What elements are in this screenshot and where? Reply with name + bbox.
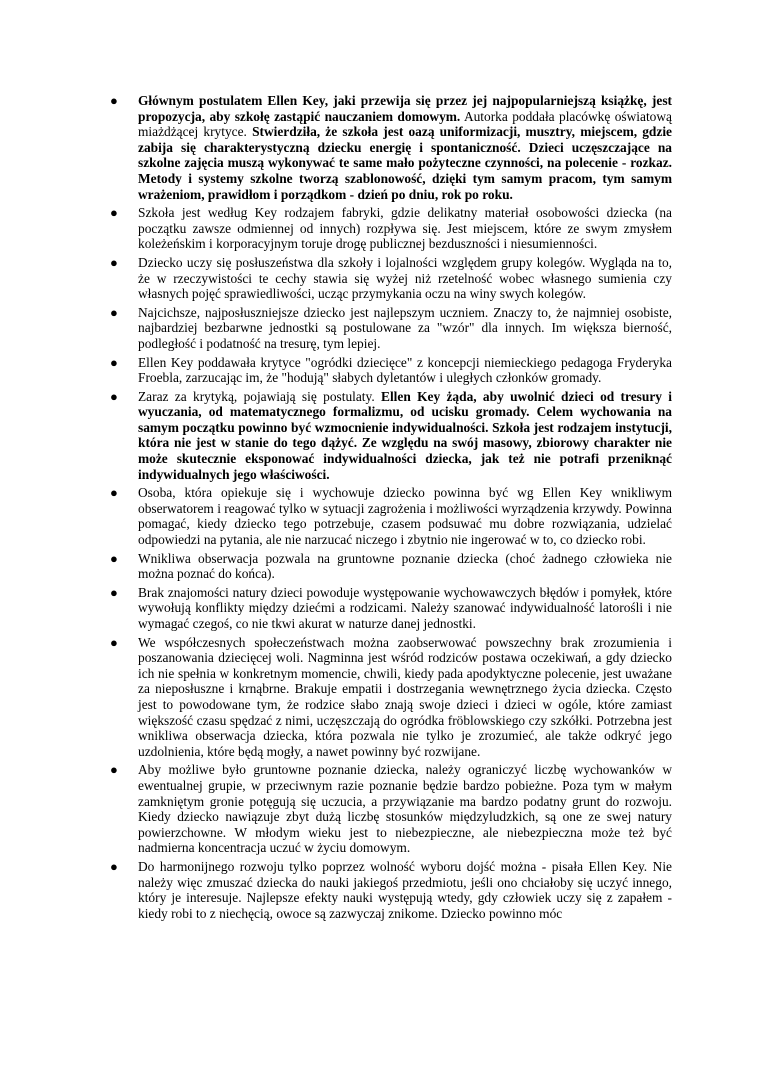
body-text: Wnikliwa obserwacja pozwala na gruntowne poznanie dziecka (choć żadnego człowieka nie można poznać do końca). xyxy=(138,550,672,582)
body-text: Zaraz za krytyką, pojawiają się postulaty. xyxy=(138,388,382,404)
bullet-dot-icon: ● xyxy=(110,93,118,108)
bold-text: Ellen Key żąda, aby uwolnić dzieci od tresury i wyuczania, od matematycznego formalizmu, od ucisku gromady. Celem wychowania na samym początku powinno być wzmocnienie indywidualności. Szkoła jest rodzajem instytucji, która nie jest w stanie do tego dążyć. Ze względu na swój masowy, zbiorowy charakter nie może skutecznie eksponować indywidualności dziecka, jak też nie potrafi przeniknąć indywidualnych jego właściwości. xyxy=(138,388,672,482)
bullet-dot-icon: ● xyxy=(110,388,118,404)
bullet-item xyxy=(108,762,672,856)
bullet-dot-icon: ● xyxy=(110,205,118,221)
bullet-dot-icon: ● xyxy=(110,550,118,566)
bullet-item xyxy=(108,255,672,302)
bullet-item xyxy=(108,305,672,352)
bullet-item xyxy=(108,93,672,202)
body-text: Do harmonijnego rozwoju tylko poprzez wolność wyboru dojść można - pisała Ellen Key. Nie należy więc zmuszać dziecka do nauki jakiegoś przedmiotu, jeśli ono chciałoby się uczyć innego, który je interesuje. Najlepsze efekty nauki występują wtedy, gdy człowiek uczy się z zapałem - kiedy robi to z niechęcią, owoce są zazwyczaj znikome. Dziecko powinno móc xyxy=(138,858,672,921)
body-text: Szkoła jest według Key rodzajem fabryki, gdzie delikatny materiał osobowości dziecka (na początku zawsze odmiennej od innych) rozpływa się. Jest miejscem, które ze swym zmysłem koleżeńskim i korporacyjnym toruje drogę publicznej bezduszności i niesumienności. xyxy=(138,205,672,252)
body-text: Dziecko uczy się posłuszeństwa dla szkoły i lojalności względem grupy kolegów. Wygląda na to, że w rzeczywistości te cechy stawia się wyżej niż rzetelność wobec własnego sumienia czy własnych pojęć sprawiedliwości, ucząc przymykania oczu na winy swych kolegów. xyxy=(138,254,672,302)
bullet-dot-icon: ● xyxy=(110,304,118,320)
body-text: Brak znajomości natury dzieci powoduje występowanie wychowawczych błędów i pomyłek, które wywołują konflikty między dziećmi a rodzicami. Należy szanować indywidualność latorośli i nie wymagać czegoś, co nie tkwi akurat w naturze danej jednostki. xyxy=(138,584,672,631)
bullet-item xyxy=(108,355,672,386)
bullet-item xyxy=(108,859,672,921)
body-text: Ellen Key poddawała krytyce "ogródki dziecięce" z koncepcji niemieckiego pedagoga Fryderyka Froebla, zarzucając im, że "hodują" słabych dyletantów i uległych członków gromady. xyxy=(138,354,672,386)
body-text: Najcichsze, najposłuszniejsze dziecko jest najlepszym uczniem. Znaczy to, że najmniej osobiste, najbardziej bezbarwne jednostki są postulowane za "wzór" dla innych. Im większa bierność, podległość i podatność na tresurę, tym lepiej. xyxy=(138,304,672,351)
bullet-list xyxy=(108,93,672,924)
bullet-dot-icon: ● xyxy=(110,254,118,270)
bullet-dot-icon: ● xyxy=(110,634,118,650)
bullet-dot-icon: ● xyxy=(110,762,118,778)
body-text: Osoba, która opiekuje się i wychowuje dziecko powinna być wg Ellen Key wnikliwym obserwatorem i reagować tylko w sytuacji zagrożenia i możliwości wyrządzenia krzywdy. Powinna pomagać, kiedy dziecko tego potrzebuje, czasem podsuwać mu dobre rozwiązania, udzielać odpowiedzi na pytania, ale nie narzucać niczego i zbytnio nie ingerować w to, co dziecko robi. xyxy=(138,485,672,548)
bold-text: Stwierdziła, że szkoła jest oazą uniformizacji, musztry, miejscem, gdzie zabija się charakterystyczną dziecku energię i spontaniczność. Dzieci uczęszczające na szkolne zajęcia muszą wykonywać te same mało pożyteczne czynności, na polecenie - rozkaz. Metody i systemy szkolne tworzą szablonowość, dzięki tym samym pracom, tym samym wrażeniom, prawidłom i porządkom - dzień po dniu, rok po roku. xyxy=(138,124,672,202)
body-text: We współczesnych społeczeństwach można zaobserwować powszechny brak zrozumienia i poszanowania dziecięcej woli. Nagminna jest wśród rodziców postawa oczekiwań, a gdy dziecko ich nie spełnia w konkretnym momencie, chwili, kiedy pada apodyktyczne polecenie, jest uważane za nieposłuszne i krnąbrne. Brakuje empatii i dostrzegania wewnętrznego życia dziecka. Często jest to powodowane tym, że rodzice słabo znają swoje dzieci i dzieci w ogóle, które zamiast większość czasu spędzać z nimi, uczęszczają do ogródka fröblowskiego czy szkółki. Potrzebna jest wnikliwa obserwacja dziecka, która pozwala nie tylko je zrozumieć, ale także odkryć jego uzdolnienia, które będą mogły, a nawet powinny być rozwijane. xyxy=(138,634,672,759)
bold-text: Głównym postulatem Ellen Key, jaki przewija się przez jej najpopularniejszą książkę, jest propozycja, aby szkołę zastąpić nauczaniem domowym. xyxy=(138,93,672,124)
body-text: Aby możliwe było gruntowne poznanie dziecka, należy ograniczyć liczbę wychowanków w ewentualnej grupie, w przeciwnym razie poznanie będzie bardzo pobieżne. Poza tym w małym zamkniętym gronie potęgują się uczucia, a przywiązanie ma bardzo podatny grunt do rozwoju. Kiedy dziecko nawiązuje zbyt dużą liczbę stosunków międzyludzkich, są one ze swej natury powierzchowne. W młodym wieku jest to niebezpieczne, ale niebezpieczna może też być nadmierna koncentracja uczuć w życiu domowym. xyxy=(138,762,672,856)
bullet-item xyxy=(108,585,672,632)
bullet-item xyxy=(108,551,672,582)
bullet-item xyxy=(108,635,672,760)
bullet-dot-icon: ● xyxy=(110,485,118,501)
bullet-item xyxy=(108,389,672,483)
bullet-dot-icon: ● xyxy=(110,858,118,874)
bullet-dot-icon: ● xyxy=(110,354,118,370)
bullet-item xyxy=(108,205,672,252)
body-text: Autorka poddała placówkę oświatową miażdżącej krytyce. xyxy=(138,108,672,140)
bullet-item xyxy=(108,485,672,547)
bullet-dot-icon: ● xyxy=(110,584,118,600)
